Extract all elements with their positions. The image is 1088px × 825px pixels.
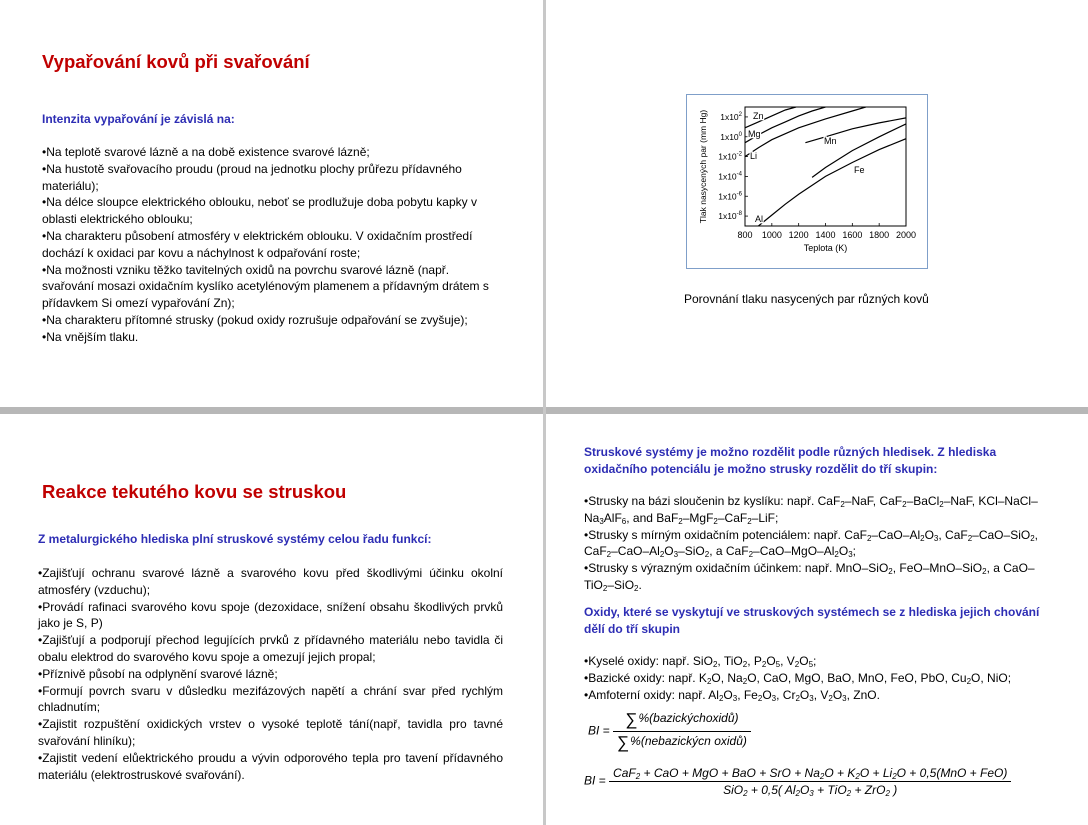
slide-title: Vypařování kovů při svařování (42, 51, 310, 72)
bullet-item: •Na charakteru přítomné strusky (pokud oxidy rozrušuje odpařování se zvyšuje); (42, 312, 468, 327)
bullet-item: •Na délce sloupce elektrického oblouku, neboť se prodlužuje doba pobytu kapky v oblasti elektrického oblouku; (42, 195, 477, 227)
basicity-formula-detailed (584, 766, 1011, 797)
slide-slag-systems (546, 414, 1088, 825)
bullet-item: •Na možnosti vzniku těžko tavitelných oxidů na povrchu svarové lázně (např. svařování mosazi oxidačním kyslíko acetylénovým plamenem a přídavným drátem s přídavkem Si omezí vypařování Zn); (42, 262, 489, 311)
formula-denominator (613, 732, 751, 753)
bullet-item: •Na hustotě svařovacího proudu (proud na jednotku plochy průřezu přídavného materiálu); (42, 161, 462, 193)
slide-subtitle: Z metalurgického hlediska plní struskové systémy celou řadu funkcí: (38, 532, 432, 546)
bullet-item: •Zajistit rozpuštění oxidických vrstev o vysoké teplotě tání(např, tavidla pro tavné svařování hliníku); (38, 717, 503, 748)
slide-vapor-pressure-chart (546, 0, 1088, 407)
slide-liquid-metal-slag (0, 414, 543, 825)
section-heading-oxidation: Struskové systémy je možno rozdělit podle různých hledisek. Z hlediska oxidačního potenciálu je možno strusky rozdělit do tří skupin: (584, 445, 997, 476)
bullet-item: •Zajistit vedení elůektrického proudu a vývin odporového tepla pro tavení přídavného materiálu (elektrostruskové svařování). (38, 750, 503, 782)
x-tick-label: 800 (737, 230, 753, 240)
bullet-item: •Strusky s výrazným oxidačním účinkem: např. MnO–SiO$_2$, FeO–MnO–SiO$_2$, a CaO–TiO$_2$–SiO$_2$. (584, 561, 1035, 593)
y-tick-label: $1x10^{-8}$ (718, 211, 742, 222)
formula-fraction (609, 766, 1011, 797)
series-line-al (758, 139, 906, 226)
series-label-al: Al (755, 214, 764, 224)
series-label-fe: Fe (854, 165, 865, 175)
chart-caption: Porovnání tlaku nasycených par různých kovů (684, 292, 929, 306)
bullet-item: •Příznivě působí na odplynění svarové lázně; (38, 666, 278, 681)
bullet-item: •Na vnějším tlaku. (42, 329, 139, 344)
chart-frame (686, 94, 928, 269)
bullet-item: •Bazické oxidy: např. $K_2O$, $Na_2O$, CaO, MgO, BaO, MnO, FeO, PbO, $Cu_2O$, NiO; (584, 670, 1012, 686)
bullet-item: •Amfoterní oxidy: např. $Al_2O_3$, $Fe_2O_3$, $Cr_2O_3$, $V_2O_3$, ZnO. (584, 687, 880, 703)
x-tick-label: 1800 (869, 230, 890, 240)
formula-denominator: SiO$_2$ + 0,5( $Al_2O_3 + TiO_2 + ZrO_2$ ) (723, 783, 898, 798)
vapor-pressure-chart (687, 95, 927, 268)
formula-lhs: BI = (584, 773, 606, 788)
sum-symbol: ∑ (625, 710, 638, 729)
y-tick-label: $1x10^{-6}$ (718, 191, 742, 202)
bullet-item: •Formují povrch svaru v důsledku mezifázových napětí a chrání svar před rychlým chladnutím; (38, 683, 503, 715)
section-heading-oxides: Oxidy, které se vyskytují ve struskových systémech se z hlediska jejich chování dělí do tří skupin (584, 605, 1040, 636)
x-tick-label: 2000 (895, 230, 917, 240)
bullet-item: •Zajišťují ochranu svarové lázně a svarového kovu před škodlivými účinku okolní atmosféry (vzduchu); (38, 566, 503, 597)
slide-subtitle: Intenzita vypařování je závislá na: (42, 112, 235, 126)
formula-numerator: CaF$_2$ + CaO + MgO + BaO + SrO + $Na_2O + K_2O + Li_2O + 0,5(MnO + FeO)$ (609, 766, 1011, 782)
bullet-item: •Zajišťují a podporují přechod legujících prvků z přídavného materiálu nebo tavidla či obalu elektrod do svarového kovu spoje a omezují jejich propal; (38, 633, 503, 664)
x-tick-label: 1000 (761, 230, 782, 240)
y-tick-label: $1x10^{-4}$ (718, 171, 742, 182)
basicity-formula-general (588, 710, 751, 753)
series-label-zn: Zn (753, 111, 764, 121)
bullet-list-slag-types (584, 493, 1054, 594)
bullet-item: •Na charakteru působení atmosféry v elektrickém oblouku. V oxidačním prostředí dochází k oxidaci par kovu a náchylnost k odpařování roste; (42, 228, 473, 260)
plot-area (745, 107, 906, 226)
x-tick-label: 1400 (815, 230, 836, 240)
bullet-item: •Na teplotě svarové lázně a na době existence svarové lázně; (42, 145, 370, 159)
formula-lhs: BI = (588, 723, 610, 738)
bullet-item: •Strusky na bázi sloučenin bz kyslíku: např. CaF$_2$–NaF, CaF$_2$–BaCl$_2$–NaF, KCl–$NaCl-Na_3AlF_6$, and BaF$_2$–MgF$_2$–CaF$_2$–LiF; (584, 494, 1038, 526)
bullet-list-oxides (584, 653, 1054, 703)
bullet-item: •Provádí rafinaci svarového kovu spoje (dezoxidace, snížení obsahu škodlivých prvků jako je S, P) (38, 599, 503, 631)
bullet-list (42, 144, 504, 346)
sum-symbol: ∑ (617, 733, 630, 752)
series-label-mn: Mn (824, 136, 837, 146)
x-tick-label: 1200 (788, 230, 809, 240)
x-tick-label: 1600 (842, 230, 863, 240)
slide-title: Reakce tekutého kovu se struskou (42, 481, 347, 502)
bullet-item: •Strusky s mírným oxidačním potenciálem: např. $CaF_2-CaO-Al_2O_3$, CaF$_2$–CaO–SiO$_2$, $CaF_2-CaO-Al_2O_3-SiO_2$, a $CaF_2-CaO-MgO-Al_2O_3$; (584, 527, 1038, 560)
y-tick-label: $1x10^0$ (720, 131, 742, 142)
series-line-mn (805, 118, 906, 143)
formula-numerator (613, 710, 751, 732)
numerator-text: %(bazickýchoxidů) (638, 711, 739, 725)
y-tick-label: $1x10^{-2}$ (718, 151, 742, 162)
series-label-li: Li (750, 151, 758, 161)
bullet-list (38, 565, 503, 783)
y-axis-label: Tlak nasycených par (mm Hg) (698, 109, 708, 224)
slide-vaporization (0, 0, 543, 407)
x-axis-label: Teplota (K) (803, 243, 848, 253)
y-tick-label: $1x10^2$ (720, 111, 742, 122)
bullet-item: •Kyselé oxidy: např. SiO$_2$, TiO$_2$, $P_2O_5$, $V_2O_5$; (584, 654, 817, 669)
formula-fraction (613, 710, 751, 753)
denominator-text: %(nebazickýcn oxidů) (630, 734, 747, 748)
series-label-mg: Mg (748, 129, 761, 139)
